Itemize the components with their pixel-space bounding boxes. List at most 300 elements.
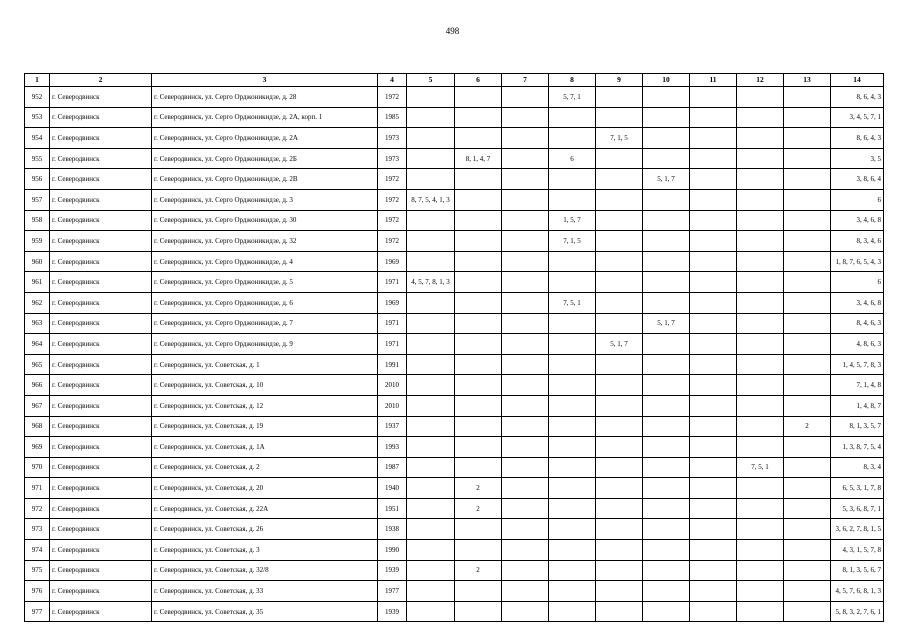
col-14-cell: 8, 6, 4, 3 [831, 128, 884, 149]
table-row [25, 519, 884, 540]
col-13-cell [784, 478, 831, 499]
col-8-cell: 7, 1, 5 [549, 231, 596, 252]
table-body [25, 87, 884, 622]
col-6-cell: 2 [455, 498, 502, 519]
settlement-cell: г. Северодвинск [50, 437, 152, 458]
settlement-cell: г. Северодвинск [50, 292, 152, 313]
col-7-cell [502, 210, 549, 231]
col-14-cell: 4, 3, 1, 5, 7, 8 [831, 540, 884, 561]
col-7-cell [502, 601, 549, 622]
col-11-cell [690, 272, 737, 293]
col-5-cell [407, 519, 455, 540]
col-6-cell [455, 189, 502, 210]
col-6-cell: 8, 1, 4, 7 [455, 148, 502, 169]
col-13-cell [784, 251, 831, 272]
col-10-cell: 5, 1, 7 [643, 313, 690, 334]
col-13-cell [784, 354, 831, 375]
address-cell: г. Северодвинск, ул. Серго Орджоникидзе, д. 28 [152, 87, 378, 108]
col-10-cell [643, 478, 690, 499]
col-13-cell [784, 437, 831, 458]
table-row [25, 272, 884, 293]
row-number-cell: 966 [25, 375, 50, 396]
column-header-4: 4 [378, 74, 407, 87]
col-8-cell [549, 437, 596, 458]
col-14-cell: 1, 8, 7, 6, 5, 4, 3 [831, 251, 884, 272]
col-8-cell [549, 272, 596, 293]
col-11-cell [690, 375, 737, 396]
year-cell: 1991 [378, 354, 407, 375]
row-number-cell: 976 [25, 581, 50, 602]
year-cell: 1972 [378, 87, 407, 108]
col-5-cell [407, 457, 455, 478]
year-cell: 1971 [378, 313, 407, 334]
year-cell: 1972 [378, 169, 407, 190]
col-5-cell: 4, 5, 7, 8, 1, 3 [407, 272, 455, 293]
column-header-5: 5 [407, 74, 455, 87]
row-number-cell: 954 [25, 128, 50, 149]
col-6-cell: 2 [455, 478, 502, 499]
col-5-cell [407, 395, 455, 416]
col-7-cell [502, 437, 549, 458]
address-cell: г. Северодвинск, ул. Советская, д. 10 [152, 375, 378, 396]
col-12-cell [737, 107, 784, 128]
column-header-2: 2 [50, 74, 152, 87]
col-14-cell: 8, 1, 3, 5, 6, 7 [831, 560, 884, 581]
row-number-cell: 957 [25, 189, 50, 210]
column-header-12: 12 [737, 74, 784, 87]
year-cell: 2010 [378, 375, 407, 396]
col-7-cell [502, 395, 549, 416]
col-9-cell [596, 581, 643, 602]
col-13-cell [784, 148, 831, 169]
col-10-cell [643, 334, 690, 355]
col-10-cell [643, 128, 690, 149]
row-number-cell: 975 [25, 560, 50, 581]
col-9-cell: 5, 1, 7 [596, 334, 643, 355]
col-6-cell [455, 540, 502, 561]
row-number-cell: 971 [25, 478, 50, 499]
col-14-cell: 8, 3, 4 [831, 457, 884, 478]
col-6-cell [455, 231, 502, 252]
col-11-cell [690, 560, 737, 581]
address-cell: г. Северодвинск, ул. Советская, д. 3 [152, 540, 378, 561]
col-13-cell [784, 272, 831, 293]
table-header [25, 74, 884, 87]
col-9-cell [596, 498, 643, 519]
col-5-cell [407, 292, 455, 313]
table-row [25, 169, 884, 190]
col-8-cell [549, 375, 596, 396]
col-5-cell [407, 375, 455, 396]
col-10-cell [643, 189, 690, 210]
col-7-cell [502, 272, 549, 293]
col-11-cell [690, 354, 737, 375]
settlement-cell: г. Северодвинск [50, 148, 152, 169]
address-cell: г. Северодвинск, ул. Советская, д. 35 [152, 601, 378, 622]
col-11-cell [690, 251, 737, 272]
table-row [25, 416, 884, 437]
col-10-cell [643, 87, 690, 108]
col-9-cell [596, 292, 643, 313]
settlement-cell: г. Северодвинск [50, 498, 152, 519]
address-cell: г. Северодвинск, ул. Советская, д. 12 [152, 395, 378, 416]
row-number-cell: 960 [25, 251, 50, 272]
col-13-cell [784, 107, 831, 128]
row-number-cell: 952 [25, 87, 50, 108]
col-8-cell: 6 [549, 148, 596, 169]
address-cell: г. Северодвинск, ул. Советская, д. 32/8 [152, 560, 378, 581]
col-9-cell [596, 354, 643, 375]
row-number-cell: 977 [25, 601, 50, 622]
col-10-cell [643, 354, 690, 375]
settlement-cell: г. Северодвинск [50, 231, 152, 252]
col-9-cell [596, 107, 643, 128]
page-number: 498 [445, 26, 460, 36]
col-10-cell [643, 581, 690, 602]
col-11-cell [690, 581, 737, 602]
column-header-13: 13 [784, 74, 831, 87]
col-14-cell: 6, 5, 3, 1, 7, 8 [831, 478, 884, 499]
col-7-cell [502, 457, 549, 478]
col-12-cell [737, 437, 784, 458]
col-6-cell [455, 313, 502, 334]
row-number-cell: 973 [25, 519, 50, 540]
col-10-cell [643, 292, 690, 313]
col-12-cell [737, 519, 784, 540]
column-header-1: 1 [25, 74, 50, 87]
settlement-cell: г. Северодвинск [50, 128, 152, 149]
address-cell: г. Северодвинск, ул. Советская, д. 20 [152, 478, 378, 499]
column-header-7: 7 [502, 74, 549, 87]
row-number-cell: 959 [25, 231, 50, 252]
col-11-cell [690, 334, 737, 355]
col-8-cell [549, 478, 596, 499]
col-10-cell [643, 519, 690, 540]
col-5-cell [407, 478, 455, 499]
table-row [25, 107, 884, 128]
col-14-cell: 8, 3, 4, 6 [831, 231, 884, 252]
col-14-cell: 3, 4, 6, 8 [831, 292, 884, 313]
table-row [25, 437, 884, 458]
col-7-cell [502, 375, 549, 396]
address-cell: г. Северодвинск, ул. Серго Орджоникидзе, д. 2А, корп. 1 [152, 107, 378, 128]
col-13-cell [784, 334, 831, 355]
col-11-cell [690, 292, 737, 313]
col-13-cell [784, 231, 831, 252]
row-number-cell: 955 [25, 148, 50, 169]
year-cell: 1972 [378, 210, 407, 231]
address-cell: г. Северодвинск, ул. Советская, д. 1 [152, 354, 378, 375]
col-8-cell [549, 251, 596, 272]
col-9-cell [596, 272, 643, 293]
table-row [25, 457, 884, 478]
col-8-cell [549, 519, 596, 540]
column-header-10: 10 [643, 74, 690, 87]
year-cell: 1972 [378, 189, 407, 210]
col-7-cell [502, 292, 549, 313]
address-cell: г. Северодвинск, ул. Серго Орджоникидзе, д. 2Б [152, 148, 378, 169]
col-6-cell [455, 334, 502, 355]
col-8-cell [549, 354, 596, 375]
row-number-cell: 970 [25, 457, 50, 478]
col-9-cell [596, 375, 643, 396]
year-cell: 1969 [378, 251, 407, 272]
address-cell: г. Северодвинск, ул. Серго Орджоникидзе, д. 9 [152, 334, 378, 355]
row-number-cell: 956 [25, 169, 50, 190]
address-cell: г. Северодвинск, ул. Серго Орджоникидзе, д. 3 [152, 189, 378, 210]
year-cell: 1977 [378, 581, 407, 602]
col-14-cell: 1, 4, 5, 7, 8, 3 [831, 354, 884, 375]
table-row [25, 189, 884, 210]
table-row [25, 87, 884, 108]
col-8-cell [549, 128, 596, 149]
col-11-cell [690, 519, 737, 540]
col-10-cell [643, 395, 690, 416]
year-cell: 1972 [378, 231, 407, 252]
col-13-cell [784, 519, 831, 540]
col-10-cell [643, 148, 690, 169]
col-8-cell [549, 457, 596, 478]
row-number-cell: 969 [25, 437, 50, 458]
col-7-cell [502, 416, 549, 437]
col-9-cell [596, 457, 643, 478]
col-5-cell [407, 313, 455, 334]
year-cell: 1939 [378, 601, 407, 622]
col-12-cell [737, 334, 784, 355]
col-9-cell [596, 148, 643, 169]
col-7-cell [502, 87, 549, 108]
col-6-cell [455, 128, 502, 149]
col-12-cell [737, 478, 784, 499]
col-6-cell: 2 [455, 560, 502, 581]
col-12-cell [737, 292, 784, 313]
col-8-cell [549, 107, 596, 128]
table-row [25, 313, 884, 334]
col-9-cell [596, 478, 643, 499]
col-14-cell: 1, 4, 8, 7 [831, 395, 884, 416]
year-cell: 1987 [378, 457, 407, 478]
col-8-cell [549, 581, 596, 602]
column-header-8: 8 [549, 74, 596, 87]
col-5-cell [407, 560, 455, 581]
col-11-cell [690, 457, 737, 478]
col-6-cell [455, 87, 502, 108]
col-9-cell [596, 251, 643, 272]
col-10-cell [643, 601, 690, 622]
column-header-3: 3 [152, 74, 378, 87]
col-13-cell [784, 560, 831, 581]
row-number-cell: 965 [25, 354, 50, 375]
col-7-cell [502, 498, 549, 519]
col-11-cell [690, 416, 737, 437]
column-header-9: 9 [596, 74, 643, 87]
col-5-cell: 8, 7, 5, 4, 1, 3 [407, 189, 455, 210]
col-12-cell [737, 416, 784, 437]
col-11-cell [690, 87, 737, 108]
col-12-cell [737, 560, 784, 581]
settlement-cell: г. Северодвинск [50, 395, 152, 416]
col-6-cell [455, 395, 502, 416]
col-8-cell [549, 395, 596, 416]
col-5-cell [407, 210, 455, 231]
row-number-cell: 961 [25, 272, 50, 293]
col-12-cell: 7, 5, 1 [737, 457, 784, 478]
table-row [25, 581, 884, 602]
settlement-cell: г. Северодвинск [50, 87, 152, 108]
row-number-cell: 963 [25, 313, 50, 334]
col-5-cell [407, 251, 455, 272]
table-row [25, 560, 884, 581]
column-header-6: 6 [455, 74, 502, 87]
col-14-cell: 1, 3, 8, 7, 5, 4 [831, 437, 884, 458]
col-12-cell [737, 128, 784, 149]
col-13-cell [784, 395, 831, 416]
settlement-cell: г. Северодвинск [50, 272, 152, 293]
col-13-cell [784, 375, 831, 396]
col-11-cell [690, 231, 737, 252]
col-9-cell [596, 437, 643, 458]
col-14-cell: 3, 6, 2, 7, 8, 1, 5 [831, 519, 884, 540]
settlement-cell: г. Северодвинск [50, 581, 152, 602]
col-6-cell [455, 169, 502, 190]
year-cell: 1971 [378, 272, 407, 293]
col-6-cell [455, 354, 502, 375]
col-5-cell [407, 334, 455, 355]
col-7-cell [502, 107, 549, 128]
year-cell: 1993 [378, 437, 407, 458]
col-12-cell [737, 498, 784, 519]
table-row [25, 601, 884, 622]
address-cell: г. Северодвинск, ул. Серго Орджоникидзе, д. 32 [152, 231, 378, 252]
col-10-cell [643, 272, 690, 293]
col-11-cell [690, 395, 737, 416]
table-row [25, 251, 884, 272]
col-12-cell [737, 601, 784, 622]
col-8-cell: 5, 7, 1 [549, 87, 596, 108]
col-9-cell [596, 416, 643, 437]
table-row [25, 128, 884, 149]
col-12-cell [737, 354, 784, 375]
col-9-cell [596, 231, 643, 252]
col-9-cell [596, 519, 643, 540]
address-cell: г. Северодвинск, ул. Советская, д. 2 [152, 457, 378, 478]
year-cell: 1969 [378, 292, 407, 313]
address-cell: г. Северодвинск, ул. Советская, д. 1А [152, 437, 378, 458]
col-10-cell [643, 498, 690, 519]
col-7-cell [502, 148, 549, 169]
col-5-cell [407, 581, 455, 602]
address-cell: г. Северодвинск, ул. Серго Орджоникидзе, д. 6 [152, 292, 378, 313]
data-table [24, 73, 884, 622]
col-12-cell [737, 87, 784, 108]
col-8-cell [549, 334, 596, 355]
col-8-cell [549, 169, 596, 190]
col-14-cell: 3, 4, 6, 8 [831, 210, 884, 231]
col-10-cell [643, 210, 690, 231]
col-9-cell [596, 313, 643, 334]
col-5-cell [407, 540, 455, 561]
settlement-cell: г. Северодвинск [50, 169, 152, 190]
col-11-cell [690, 210, 737, 231]
settlement-cell: г. Северодвинск [50, 416, 152, 437]
settlement-cell: г. Северодвинск [50, 375, 152, 396]
col-14-cell: 3, 5 [831, 148, 884, 169]
col-9-cell [596, 87, 643, 108]
col-12-cell [737, 395, 784, 416]
table-row [25, 498, 884, 519]
col-9-cell [596, 189, 643, 210]
col-13-cell [784, 581, 831, 602]
address-cell: г. Северодвинск, ул. Серго Орджоникидзе, д. 7 [152, 313, 378, 334]
settlement-cell: г. Северодвинск [50, 560, 152, 581]
col-13-cell [784, 210, 831, 231]
col-12-cell [737, 169, 784, 190]
col-5-cell [407, 416, 455, 437]
col-13-cell [784, 498, 831, 519]
year-cell: 1971 [378, 334, 407, 355]
col-7-cell [502, 519, 549, 540]
col-10-cell [643, 375, 690, 396]
col-11-cell [690, 169, 737, 190]
year-cell: 1937 [378, 416, 407, 437]
address-cell: г. Северодвинск, ул. Серго Орджоникидзе, д. 5 [152, 272, 378, 293]
col-7-cell [502, 313, 549, 334]
col-12-cell [737, 272, 784, 293]
col-7-cell [502, 169, 549, 190]
table-row [25, 540, 884, 561]
col-10-cell [643, 437, 690, 458]
col-5-cell [407, 354, 455, 375]
col-14-cell: 6 [831, 189, 884, 210]
year-cell: 1985 [378, 107, 407, 128]
col-13-cell [784, 540, 831, 561]
col-7-cell [502, 560, 549, 581]
year-cell: 2010 [378, 395, 407, 416]
col-9-cell [596, 210, 643, 231]
address-cell: г. Северодвинск, ул. Советская, д. 22А [152, 498, 378, 519]
settlement-cell: г. Северодвинск [50, 601, 152, 622]
year-cell: 1973 [378, 128, 407, 149]
settlement-cell: г. Северодвинск [50, 251, 152, 272]
col-5-cell [407, 107, 455, 128]
col-5-cell [407, 498, 455, 519]
col-10-cell [643, 540, 690, 561]
col-6-cell [455, 272, 502, 293]
col-8-cell [549, 189, 596, 210]
col-12-cell [737, 148, 784, 169]
col-14-cell: 8, 4, 6, 3 [831, 313, 884, 334]
column-header-11: 11 [690, 74, 737, 87]
settlement-cell: г. Северодвинск [50, 210, 152, 231]
col-10-cell [643, 457, 690, 478]
table-row [25, 375, 884, 396]
settlement-cell: г. Северодвинск [50, 107, 152, 128]
row-number-cell: 962 [25, 292, 50, 313]
col-12-cell [737, 375, 784, 396]
col-13-cell: 2 [784, 416, 831, 437]
col-8-cell [549, 540, 596, 561]
col-7-cell [502, 478, 549, 499]
col-11-cell [690, 107, 737, 128]
row-number-cell: 972 [25, 498, 50, 519]
table-row [25, 292, 884, 313]
col-8-cell: 1, 5, 7 [549, 210, 596, 231]
col-11-cell [690, 313, 737, 334]
address-cell: г. Северодвинск, ул. Серго Орджоникидзе, д. 30 [152, 210, 378, 231]
col-10-cell [643, 231, 690, 252]
address-cell: г. Северодвинск, ул. Советская, д. 33 [152, 581, 378, 602]
col-6-cell [455, 210, 502, 231]
